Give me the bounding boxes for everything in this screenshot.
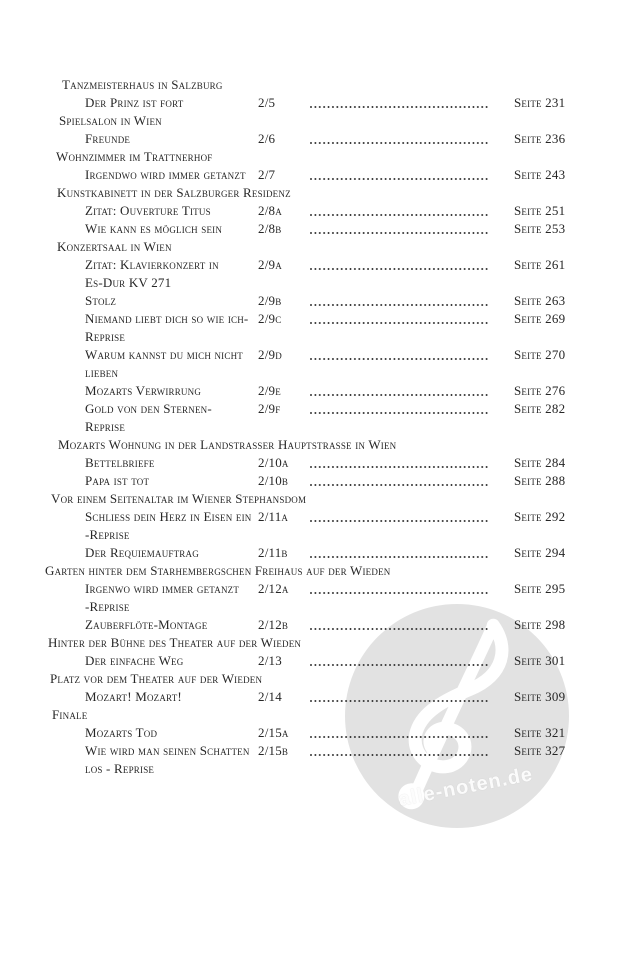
entry-title-line1: Bettelbriefe xyxy=(85,455,155,470)
entry-title xyxy=(0,346,258,382)
entry-title-line1: Stolz xyxy=(85,293,117,308)
section-header-label: Hinter der Bühne des Theater auf der Wieden xyxy=(48,635,302,650)
entry-title xyxy=(0,166,258,184)
leader-dots xyxy=(310,484,490,486)
entry-page: Seite 284 xyxy=(514,455,566,470)
toc-entry-row xyxy=(0,382,640,400)
leader-dots xyxy=(310,556,490,558)
leader-dots xyxy=(310,394,490,396)
toc-section-header xyxy=(0,238,640,256)
entry-number: 2/15a xyxy=(258,725,289,740)
dot-leader xyxy=(308,130,514,148)
toc-section-header xyxy=(0,706,640,724)
toc-section-header xyxy=(0,670,640,688)
leader-dots xyxy=(310,358,490,360)
entry-title-line1: Zauberflöte-Montage xyxy=(85,617,208,632)
leader-dots xyxy=(310,466,490,468)
dot-leader xyxy=(308,256,514,274)
section-header-label: Mozarts Wohnung in der Landstrasser Hauptstrasse in Wien xyxy=(58,437,397,452)
section-header-label: Konzertsaal in Wien xyxy=(57,239,172,254)
entry-title-line1: Der Prinz ist fort xyxy=(85,95,184,110)
dot-leader xyxy=(308,166,514,184)
leader-dots xyxy=(310,232,490,234)
toc-entry-row xyxy=(0,292,640,310)
leader-dots xyxy=(310,106,490,108)
entry-title xyxy=(0,544,258,562)
entry-number: 2/9a xyxy=(258,257,282,272)
leader-dots xyxy=(310,754,490,756)
toc-entry-row xyxy=(0,454,640,472)
entry-page: Seite 295 xyxy=(514,581,566,596)
entry-title xyxy=(0,616,258,634)
section-header-label: Tanzmeisterhaus in Salzburg xyxy=(62,77,223,92)
entry-title-line1: Freunde xyxy=(85,131,131,146)
entry-title xyxy=(0,202,258,220)
entry-title xyxy=(0,130,258,148)
toc-section-header xyxy=(0,634,640,652)
entry-page: Seite 261 xyxy=(514,257,566,272)
leader-dots xyxy=(310,736,490,738)
entry-page: Seite 294 xyxy=(514,545,566,560)
entry-number: 2/13 xyxy=(258,653,282,668)
entry-number: 2/9c xyxy=(258,311,282,326)
leader-dots xyxy=(310,628,490,630)
entry-page: Seite 236 xyxy=(514,131,566,146)
entry-page: Seite 301 xyxy=(514,653,566,668)
entry-page: Seite 269 xyxy=(514,311,566,326)
entry-title-line1: Irgenwo wird immer getanzt xyxy=(85,581,240,596)
entry-title-line1: Warum kannst du mich nicht xyxy=(85,347,243,362)
entry-page: Seite 270 xyxy=(514,347,566,362)
toc-entry-row xyxy=(0,400,640,436)
toc-entry-row xyxy=(0,310,640,346)
toc-entry-row xyxy=(0,94,640,112)
entry-title-line2: -Reprise xyxy=(85,599,130,614)
entry-title-line1: Zitat: Ouverture Titus xyxy=(85,203,211,218)
leader-dots xyxy=(310,322,490,324)
section-header-label: Kunstkabinett in der Salzburger Residenz xyxy=(57,185,291,200)
entry-title-line1: Niemand liebt dich so wie ich- xyxy=(85,311,249,326)
table-of-contents xyxy=(0,76,640,778)
entry-page: Seite 282 xyxy=(514,401,566,416)
dot-leader xyxy=(308,688,514,706)
toc-section-header xyxy=(0,562,640,580)
entry-title-line1: Mozarts Verwirrung xyxy=(85,383,202,398)
toc-section-header xyxy=(0,148,640,166)
leader-dots xyxy=(310,142,490,144)
entry-title-line2: Es-Dur KV 271 xyxy=(85,275,172,290)
toc-entry-row xyxy=(0,544,640,562)
entry-page: Seite 309 xyxy=(514,689,566,704)
entry-title-line1: Mozart! Mozart! xyxy=(85,689,182,704)
leader-dots xyxy=(310,664,490,666)
toc-entry-row xyxy=(0,220,640,238)
toc-entry-row xyxy=(0,130,640,148)
entry-title xyxy=(0,688,258,706)
toc-entry-row xyxy=(0,166,640,184)
entry-title xyxy=(0,220,258,238)
dot-leader xyxy=(308,220,514,238)
entry-number: 2/9b xyxy=(258,293,282,308)
entry-title xyxy=(0,472,258,490)
entry-title-line1: Irgendwo wird immer getanzt xyxy=(85,167,246,182)
entry-number: 2/10a xyxy=(258,455,289,470)
entry-number: 2/11b xyxy=(258,545,288,560)
dot-leader xyxy=(308,400,514,418)
entry-number: 2/10b xyxy=(258,473,289,488)
leader-dots xyxy=(310,592,490,594)
dot-leader xyxy=(308,346,514,364)
entry-title-line2: lieben xyxy=(85,365,119,380)
section-header-label: Platz vor dem Theater auf der Wieden xyxy=(50,671,263,686)
entry-title-line1: Wie kann es möglich sein xyxy=(85,221,223,236)
leader-dots xyxy=(310,304,490,306)
entry-page: Seite 231 xyxy=(514,95,566,110)
toc-entry-row xyxy=(0,652,640,670)
dot-leader xyxy=(308,724,514,742)
section-header-label: Spielsalon in Wien xyxy=(59,113,162,128)
entry-title-line2: -Reprise xyxy=(85,527,130,542)
toc-entry-row xyxy=(0,472,640,490)
entry-title-line1: Der Requiemauftrag xyxy=(85,545,199,560)
dot-leader xyxy=(308,652,514,670)
toc-section-header xyxy=(0,76,640,94)
dot-leader xyxy=(308,202,514,220)
entry-title xyxy=(0,400,258,436)
entry-page: Seite 327 xyxy=(514,743,566,758)
entry-number: 2/11a xyxy=(258,509,289,524)
entry-title-line1: Wie wird man seinen Schatten xyxy=(85,743,250,758)
leader-dots xyxy=(310,268,490,270)
entry-page: Seite 276 xyxy=(514,383,566,398)
entry-title xyxy=(0,310,258,346)
toc-entry-row xyxy=(0,616,640,634)
entry-title-line2: Reprise xyxy=(85,329,126,344)
entry-title xyxy=(0,742,258,778)
dot-leader xyxy=(308,292,514,310)
dot-leader xyxy=(308,544,514,562)
entry-title-line1: Schliess dein Herz in Eisen ein xyxy=(85,509,252,524)
entry-title-line1: Papa ist tot xyxy=(85,473,150,488)
entry-page: Seite 321 xyxy=(514,725,566,740)
section-header-label: Vor einem Seitenaltar im Wiener Stephansdom xyxy=(51,491,307,506)
dot-leader xyxy=(308,616,514,634)
entry-title xyxy=(0,382,258,400)
entry-page: Seite 292 xyxy=(514,509,566,524)
leader-dots xyxy=(310,214,490,216)
dot-leader xyxy=(308,310,514,328)
dot-leader xyxy=(308,508,514,526)
watermark-site-label: alle-noten.de xyxy=(396,763,535,811)
toc-entry-row xyxy=(0,724,640,742)
entry-title xyxy=(0,652,258,670)
entry-title-line2: Reprise xyxy=(85,419,126,434)
toc-section-header xyxy=(0,436,640,454)
entry-title xyxy=(0,94,258,112)
entry-title-line2: los - Reprise xyxy=(85,761,155,776)
entry-number: 2/8b xyxy=(258,221,282,236)
entry-title xyxy=(0,454,258,472)
entry-title xyxy=(0,256,258,292)
toc-entry-row xyxy=(0,580,640,616)
entry-number: 2/14 xyxy=(258,689,282,704)
dot-leader xyxy=(308,382,514,400)
entry-page: Seite 251 xyxy=(514,203,566,218)
toc-entry-row xyxy=(0,202,640,220)
entry-title xyxy=(0,292,258,310)
toc-section-header xyxy=(0,112,640,130)
leader-dots xyxy=(310,520,490,522)
section-header-label: Wohnzimmer im Trattnerhof xyxy=(56,149,213,164)
dot-leader xyxy=(308,454,514,472)
section-header-label: Garten hinter dem Starhembergschen Freihaus auf der Wieden xyxy=(45,563,391,578)
entry-page: Seite 298 xyxy=(514,617,566,632)
entry-page: Seite 263 xyxy=(514,293,566,308)
entry-page: Seite 288 xyxy=(514,473,566,488)
entry-number: 2/12b xyxy=(258,617,289,632)
entry-number: 2/15b xyxy=(258,743,289,758)
entry-number: 2/5 xyxy=(258,95,276,110)
entry-title-line1: Gold von den Sternen- xyxy=(85,401,212,416)
toc-entry-row xyxy=(0,688,640,706)
leader-dots xyxy=(310,178,490,180)
entry-number: 2/7 xyxy=(258,167,276,182)
entry-title-line1: Zitat: Klavierkonzert in xyxy=(85,257,219,272)
entry-number: 2/9d xyxy=(258,347,282,362)
dot-leader xyxy=(308,94,514,112)
toc-entry-row xyxy=(0,346,640,382)
toc-entry-row xyxy=(0,742,640,778)
leader-dots xyxy=(310,700,490,702)
toc-section-header xyxy=(0,184,640,202)
entry-title-line1: Der einfache Weg xyxy=(85,653,184,668)
entry-page: Seite 253 xyxy=(514,221,566,236)
entry-number: 2/12a xyxy=(258,581,289,596)
entry-title xyxy=(0,580,258,616)
entry-number: 2/9e xyxy=(258,383,281,398)
entry-number: 2/8a xyxy=(258,203,282,218)
leader-dots xyxy=(310,412,490,414)
section-header-label: Finale xyxy=(52,707,88,722)
entry-number: 2/6 xyxy=(258,131,276,146)
toc-section-header xyxy=(0,490,640,508)
dot-leader xyxy=(308,742,514,760)
entry-title xyxy=(0,724,258,742)
toc-entry-row xyxy=(0,256,640,292)
dot-leader xyxy=(308,580,514,598)
entry-title xyxy=(0,508,258,544)
entry-number: 2/9f xyxy=(258,401,281,416)
dot-leader xyxy=(308,472,514,490)
entry-title-line1: Mozarts Tod xyxy=(85,725,158,740)
entry-page: Seite 243 xyxy=(514,167,566,182)
toc-entry-row xyxy=(0,508,640,544)
